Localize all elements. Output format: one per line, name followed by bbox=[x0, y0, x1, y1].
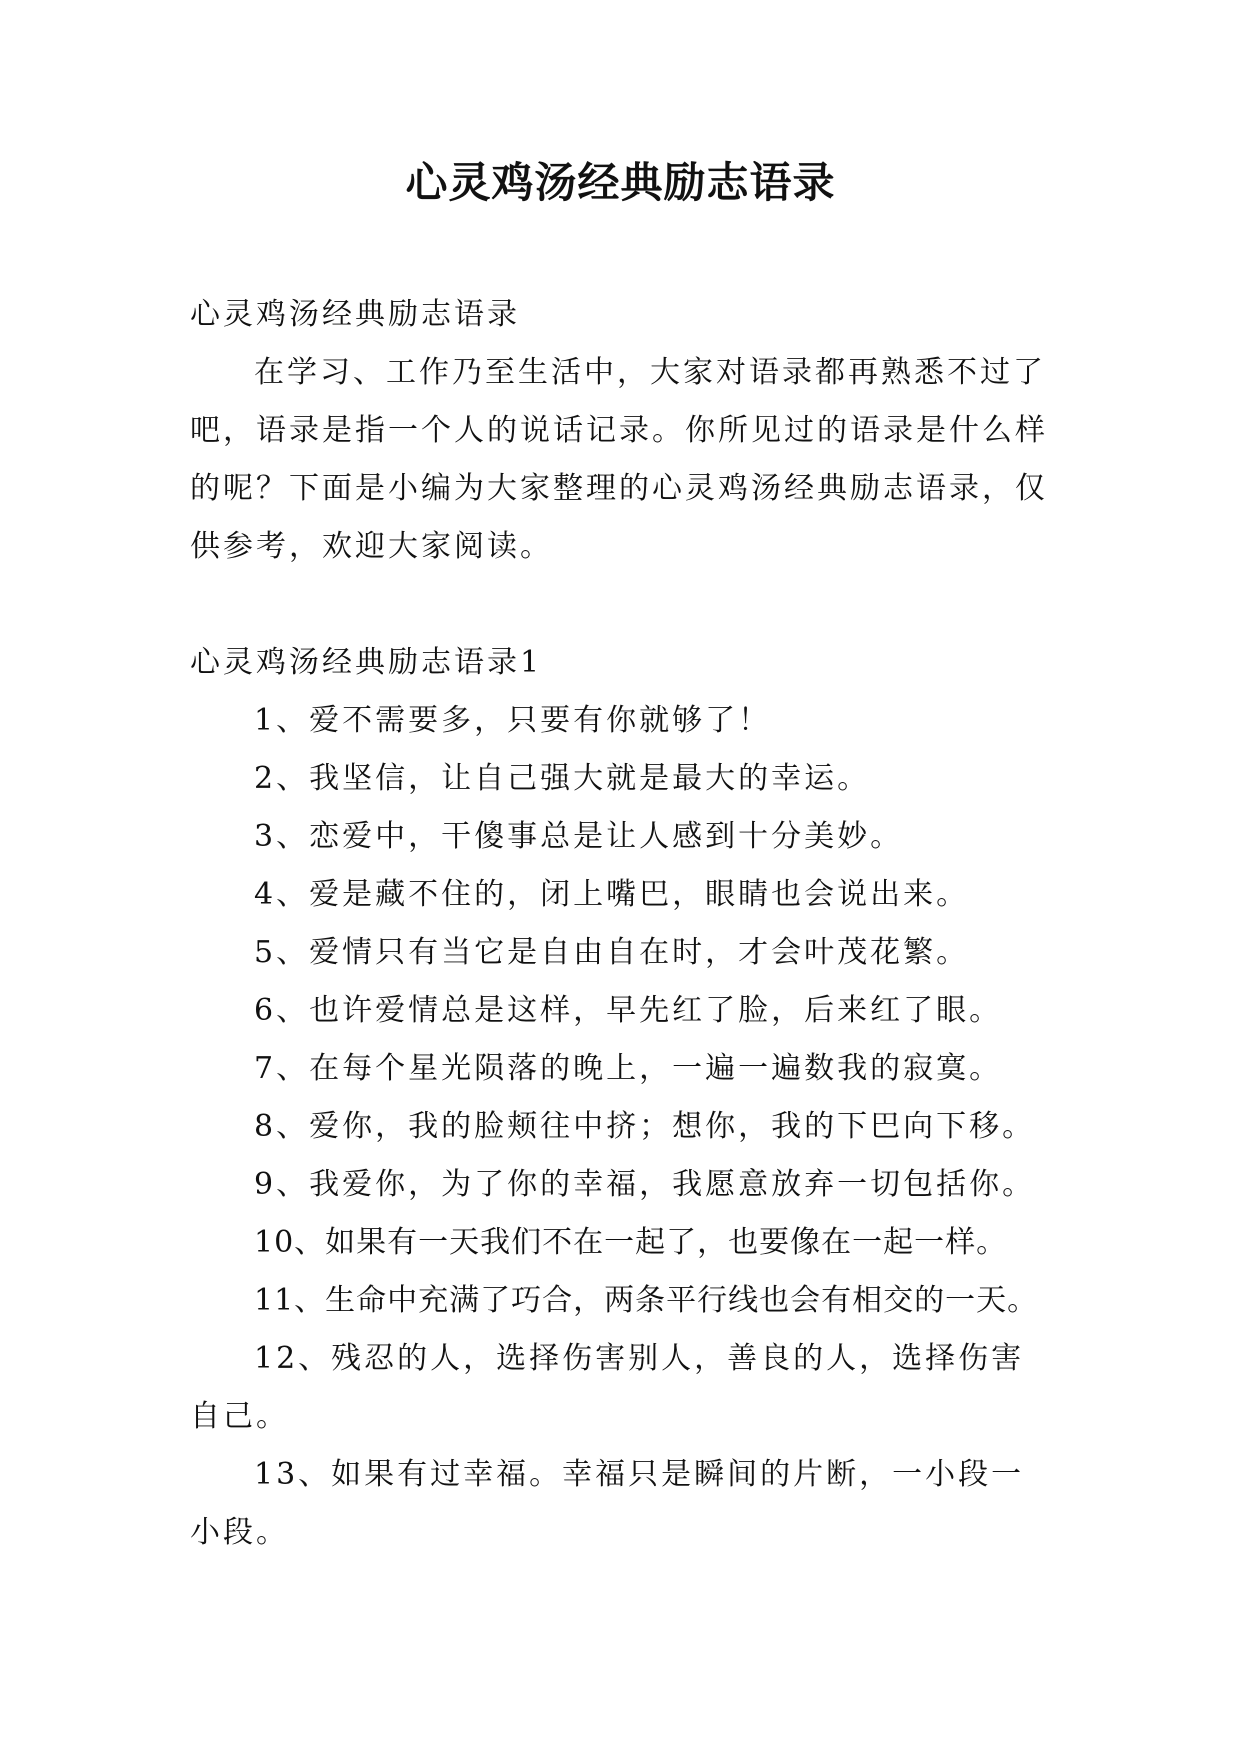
section-heading: 心灵鸡汤经典励志语录1 bbox=[190, 645, 543, 680]
list-item: 8、爱你，我的脸颊往中挤；想你，我的下巴向下移。 bbox=[254, 1109, 1036, 1144]
intro-heading: 心灵鸡汤经典励志语录 bbox=[190, 297, 520, 332]
list-item: 12、残忍的人，选择伤害别人，善良的人，选择伤害自己。 bbox=[190, 1341, 1025, 1434]
section-spacer bbox=[190, 576, 1050, 634]
list-item: 7、在每个星光陨落的晚上，一遍一遍数我的寂寞。 bbox=[254, 1051, 1003, 1086]
list-item: 11、生命中充满了巧合，两条平行线也会有相交的一天。 bbox=[254, 1283, 1039, 1318]
document-title: 心灵鸡汤经典励志语录 bbox=[405, 158, 836, 207]
list-item: 1、爱不需要多，只要有你就够了！ bbox=[254, 703, 772, 738]
list-item: 3、恋爱中，干傻事总是让人感到十分美妙。 bbox=[254, 819, 904, 854]
list-item: 10、如果有一天我们不在一起了，也要像在一起一样。 bbox=[254, 1225, 1008, 1260]
list-item: 2、我坚信，让自己强大就是最大的幸运。 bbox=[254, 761, 871, 796]
list-item: 4、爱是藏不住的，闭上嘴巴，眼睛也会说出来。 bbox=[254, 877, 970, 912]
list-item: 13、如果有过幸福。幸福只是瞬间的片断，一小段一小段。 bbox=[190, 1457, 1025, 1550]
document-body bbox=[190, 286, 1050, 1562]
intro-paragraph: 在学习、工作乃至生活中，大家对语录都再熟悉不过了吧，语录是指一个人的说话记录。你所见过的语录是什么样的呢？下面是小编为大家整理的心灵鸡汤经典励志语录，仅供参考，欢迎大家阅读。 bbox=[190, 355, 1048, 564]
list-item: 9、我爱你，为了你的幸福，我愿意放弃一切包括你。 bbox=[254, 1167, 1036, 1202]
list-item: 6、也许爱情总是这样，早先红了脸，后来红了眼。 bbox=[254, 993, 1003, 1028]
list-item: 5、爱情只有当它是自由自在时，才会叶茂花繁。 bbox=[254, 935, 970, 970]
quote-list bbox=[190, 692, 1050, 1562]
